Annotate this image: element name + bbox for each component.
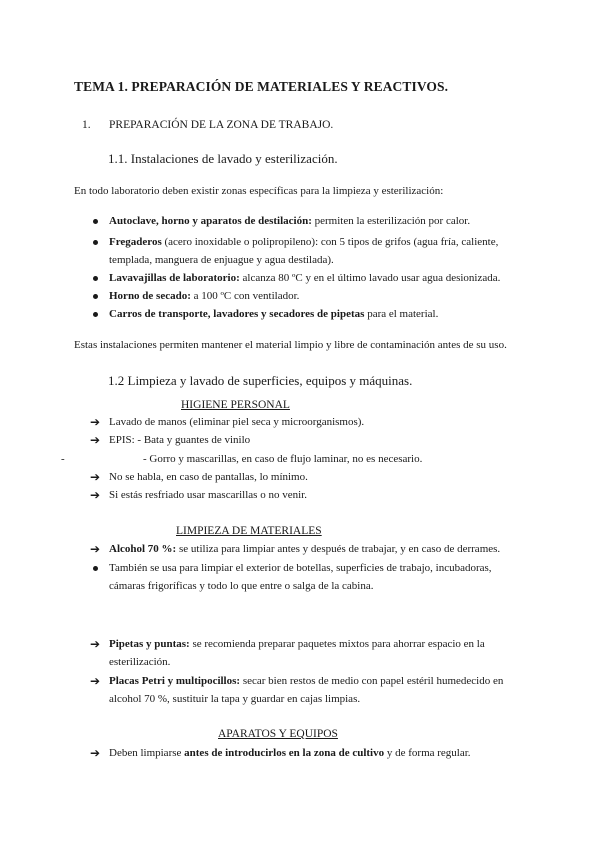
list-item: Autoclave, horno y aparatos de destilación: permiten la esterilización por calor. xyxy=(109,215,471,227)
list-item: También se usa para limpiar el exterior de botellas, superficies de trabajo, incubadoras, xyxy=(109,562,492,574)
subsection-heading-1-1: 1.1. Instalaciones de lavado y esterilización. xyxy=(108,151,338,166)
list-item-continuation: templada, manguera de enjuague y agua destilada). xyxy=(109,254,334,266)
arrow-icon: ➔ xyxy=(90,637,101,651)
list-item: Fregaderos (acero inoxidable o polipropileno): con 5 tipos de grifos (agua fría, caliente, xyxy=(109,236,499,248)
list-item: Pipetas y puntas: se recomienda preparar paquetes mixtos para ahorrar espacio en la xyxy=(109,638,485,650)
list-item: Placas Petri y multipocillos: secar bien restos de medio con papel estéril humedecido en xyxy=(109,675,504,687)
arrow-icon: ➔ xyxy=(90,470,101,484)
list-item-continuation: alcohol 70 %, sustituir la tapa y guardar en cajas limpias. xyxy=(109,693,361,705)
bullet-icon xyxy=(93,240,98,245)
arrow-icon: ➔ xyxy=(90,542,101,556)
list-item: Lavavajillas de laboratorio: alcanza 80 ºC y en el último lavado usar agua desionizada. xyxy=(109,272,501,284)
list-item: Si estás resfriado usar mascarillas o no venir. xyxy=(109,489,307,501)
list-item: Deben limpiarse antes de introducirlos en la zona de cultivo y de forma regular. xyxy=(109,747,471,759)
section-number: 1. xyxy=(82,119,91,131)
outro-paragraph: Estas instalaciones permiten mantener el material limpio y libre de contaminación antes de su uso. xyxy=(74,339,507,351)
list-item: No se habla, en caso de pantallas, lo mínimo. xyxy=(109,471,308,483)
bullet-icon xyxy=(93,312,98,317)
page-title: TEMA 1. PREPARACIÓN DE MATERIALES Y REACTIVOS. xyxy=(74,79,449,94)
arrow-icon: ➔ xyxy=(90,746,101,760)
list-item: Carros de transporte, lavadores y secadores de pipetas para el material. xyxy=(109,308,439,320)
list-item: Alcohol 70 %: se utiliza para limpiar antes y después de trabajar, y en caso de derrames. xyxy=(109,543,501,555)
bullet-icon xyxy=(93,566,98,571)
list-item: Horno de secado: a 100 ºC con ventilador. xyxy=(109,290,300,302)
arrow-icon: ➔ xyxy=(90,674,101,688)
list-item-continuation: esterilización. xyxy=(109,656,171,668)
arrow-icon: ➔ xyxy=(90,433,101,447)
aparatos-heading: APARATOS Y EQUIPOS xyxy=(218,728,338,740)
subsection-heading-1-2: 1.2 Limpieza y lavado de superficies, equipos y máquinas. xyxy=(108,373,413,388)
arrow-icon: ➔ xyxy=(90,488,101,502)
list-item-continuation: cámaras frigoríficas y todo lo que entre o salga de la cabina. xyxy=(109,580,374,592)
bullet-icon xyxy=(93,294,98,299)
bullet-icon xyxy=(93,276,98,281)
higiene-heading: HIGIENE PERSONAL xyxy=(181,399,290,411)
section-heading: PREPARACIÓN DE LA ZONA DE TRABAJO. xyxy=(109,119,334,131)
list-item: EPIS: - Bata y guantes de vinilo xyxy=(109,434,251,446)
bullet-icon xyxy=(93,219,98,224)
list-item: Lavado de manos (eliminar piel seca y microorganismos). xyxy=(109,416,365,428)
stray-dash: - xyxy=(61,453,65,465)
limpieza-heading: LIMPIEZA DE MATERIALES xyxy=(176,525,322,537)
intro-paragraph: En todo laboratorio deben existir zonas específicas para la limpieza y esterilización: xyxy=(74,185,444,197)
arrow-icon: ➔ xyxy=(90,415,101,429)
list-item-continuation: - Gorro y mascarillas, en caso de flujo laminar, no es necesario. xyxy=(143,453,423,465)
